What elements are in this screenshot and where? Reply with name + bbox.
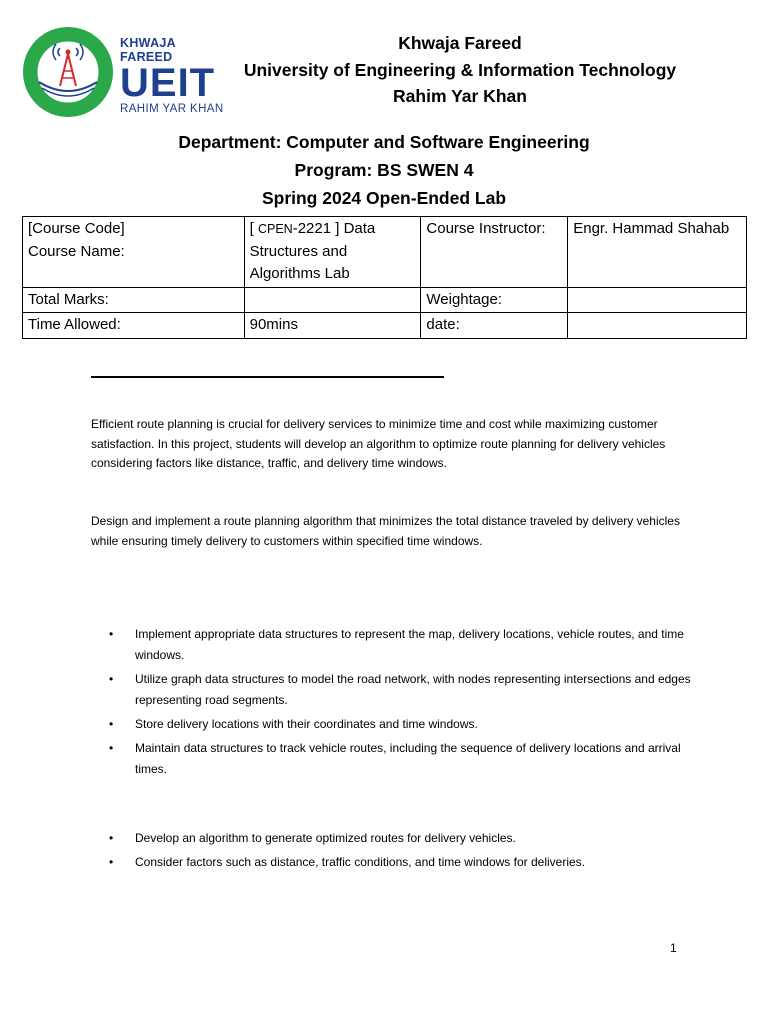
list-item xyxy=(91,738,691,780)
table-row xyxy=(23,287,747,313)
list-item-text: Implement appropriate data structures to represent the map, delivery locations, vehicle routes, and time windows. xyxy=(135,627,684,662)
intro-paragraph: Efficient route planning is crucial for delivery services to minimize time and cost while maximizing customer satisfaction. In this project, students will develop an algorithm to optimize route planning for delivery vehicles considering factors like distance, traffic, and delivery time windows. xyxy=(91,417,666,470)
list-item xyxy=(91,828,691,849)
bullet-icon: • xyxy=(109,831,114,845)
list-item xyxy=(91,852,691,873)
instructor-value-cell: Engr. Hammad Shahab xyxy=(568,217,747,288)
course-label-cell xyxy=(23,217,245,288)
bullet-icon: • xyxy=(109,741,114,755)
brand-top-text: KHWAJA FAREED xyxy=(120,36,176,64)
objective-paragraph: Design and implement a route planning algorithm that minimizes the total distance traveled by delivery vehicles while ensuring timely delivery to customers within specified time windows. xyxy=(91,514,680,548)
university-seal-logo xyxy=(22,26,114,118)
total-marks-value xyxy=(244,287,421,313)
weightage-value xyxy=(568,287,747,313)
course-info-table xyxy=(22,216,747,339)
page-number: 1 xyxy=(670,941,677,955)
date-label: date: xyxy=(421,313,568,339)
brand-main-text: UEIT xyxy=(120,61,216,105)
weightage-label: Weightage: xyxy=(421,287,568,313)
course-name-label: Course Name: xyxy=(28,242,125,260)
requirements-list xyxy=(91,624,691,783)
course-code-rest: -2221 ] Data Structures and Algorithms Lab xyxy=(249,220,376,282)
list-item xyxy=(91,624,691,666)
instructor-label-cell: Course Instructor: xyxy=(421,217,568,288)
term-line: Spring 2024 Open-Ended Lab xyxy=(261,188,507,208)
table-row xyxy=(23,217,747,288)
list-item-text: Maintain data structures to track vehicle routes, including the sequence of delivery locations and arrival times. xyxy=(135,741,681,776)
time-allowed-label: Time Allowed: xyxy=(23,313,245,339)
course-code-prefix: CPEN xyxy=(257,222,293,236)
department-header xyxy=(0,128,768,212)
list-item-text: Utilize graph data structures to model the road network, with nodes representing intersections and edges representing road segments. xyxy=(135,672,691,707)
header-line-1: Khwaja Fareed xyxy=(398,33,522,53)
bullet-icon: • xyxy=(109,717,114,731)
list-item-text: Develop an algorithm to generate optimized routes for delivery vehicles. xyxy=(135,831,516,845)
brand-wordmark xyxy=(120,36,230,116)
horizontal-rule xyxy=(91,376,444,378)
header-line-3: Rahim Yar Khan xyxy=(393,86,527,106)
date-value xyxy=(568,313,747,339)
bullet-icon: • xyxy=(109,627,114,641)
course-code-open: [ xyxy=(249,220,258,237)
bullet-icon: • xyxy=(109,855,114,869)
time-allowed-value: 90mins xyxy=(244,313,421,339)
department-line: Department: Computer and Software Engineering xyxy=(178,132,590,152)
course-code-label: [Course Code] xyxy=(28,220,125,237)
algorithm-list xyxy=(91,828,691,876)
list-item-text: Consider factors such as distance, traffic conditions, and time windows for deliveries. xyxy=(135,855,585,869)
list-item-text: Store delivery locations with their coordinates and time windows. xyxy=(135,717,478,731)
bullet-icon: • xyxy=(109,672,114,686)
course-value-cell xyxy=(244,217,421,288)
list-item xyxy=(91,714,691,735)
list-item xyxy=(91,669,691,711)
total-marks-label: Total Marks: xyxy=(23,287,245,313)
university-header xyxy=(240,30,680,110)
brand-bottom-text: RAHIM YAR KHAN xyxy=(120,103,224,115)
table-row xyxy=(23,313,747,339)
header-line-2: University of Engineering & Information Technology xyxy=(243,59,677,80)
program-line: Program: BS SWEN 4 xyxy=(294,160,474,180)
